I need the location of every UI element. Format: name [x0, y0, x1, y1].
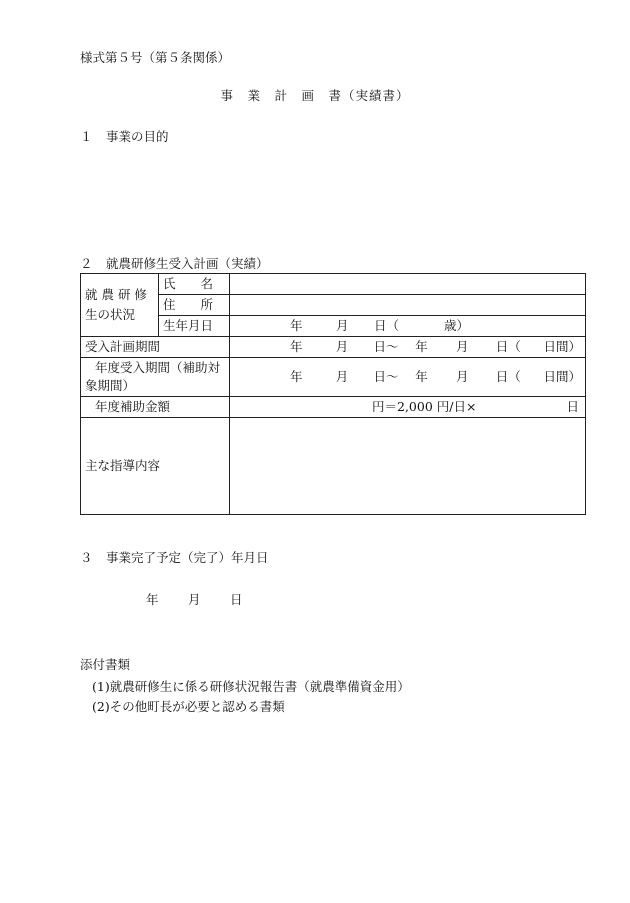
plan-end-month: 月 — [456, 339, 469, 354]
table-row — [81, 418, 586, 515]
attachment-item-2: (2)その他町長が必要と認める書類 — [92, 699, 285, 714]
fiscal-end-year: 年 — [415, 369, 428, 384]
plan-end-day: 日（ — [495, 339, 521, 354]
fiscal-end-month: 月 — [456, 369, 469, 384]
name-label: 氏 名 — [159, 274, 230, 295]
fiscal-start-day: 日〜 — [373, 369, 399, 384]
table-row — [81, 397, 586, 418]
section-2-title: 就農研修生受入計画（実績） — [106, 256, 269, 271]
form-number: 様式第５号（第５条関係） — [80, 50, 231, 65]
completion-month: 月 — [188, 592, 201, 607]
attachment-item-1: (1)就農研修生に係る研修状況報告書（就農準備資金用） — [92, 679, 410, 694]
fiscal-days: 日間） — [543, 369, 582, 384]
section-3-number: ３ — [80, 550, 93, 565]
section-2-number: ２ — [80, 256, 93, 271]
birth-age: 歳） — [444, 318, 470, 333]
subsidy-field[interactable] — [230, 397, 586, 418]
plan-end-year: 年 — [415, 339, 428, 354]
guidance-label: 主な指導内容 — [81, 418, 230, 515]
plan-start-year: 年 — [290, 339, 303, 354]
plan-start-month: 月 — [335, 339, 349, 354]
plan-start-day: 日〜 — [373, 339, 399, 354]
plan-period-label: 受入計画期間 — [81, 337, 230, 358]
document-title: 事 業 計 画 書（実績書） — [220, 88, 410, 103]
fiscal-start-month: 月 — [335, 369, 349, 384]
completion-day: 日 — [230, 592, 243, 607]
completion-year: 年 — [146, 592, 159, 607]
subsidy-label: 年度補助金額 — [81, 397, 230, 418]
trainee-status-label: 就 農 研 修 生の状況 — [81, 274, 159, 337]
section-3-title: 事業完了予定（完了）年月日 — [106, 550, 269, 565]
birth-day: 日（ — [374, 318, 400, 333]
birth-field[interactable] — [230, 316, 586, 337]
address-field[interactable] — [230, 295, 586, 316]
subsidy-formula: 円＝2,000 円/日× — [372, 399, 477, 414]
fiscal-end-day: 日（ — [495, 369, 521, 384]
table-row — [81, 337, 586, 358]
birth-label: 生年月日 — [159, 316, 230, 337]
section-1-number: １ — [80, 129, 93, 144]
table-row — [81, 358, 586, 397]
trainee-plan-table — [80, 273, 586, 515]
subsidy-days: 日 — [566, 399, 579, 414]
fiscal-period-field[interactable] — [230, 358, 586, 397]
fiscal-period-label-text: 年度受入期間（補助対象期間） — [85, 360, 221, 393]
birth-year: 年 — [290, 318, 303, 333]
section-1-title: 事業の目的 — [106, 129, 169, 144]
section-2-heading — [80, 254, 269, 272]
attachments-title: 添付書類 — [80, 657, 131, 672]
birth-month: 月 — [336, 318, 349, 333]
section-1-heading — [80, 127, 169, 145]
completion-date[interactable] — [146, 590, 243, 608]
plan-days: 日間） — [543, 339, 582, 354]
guidance-field[interactable] — [230, 418, 586, 515]
address-label: 住 所 — [159, 295, 230, 316]
name-field[interactable] — [230, 274, 586, 295]
fiscal-start-year: 年 — [290, 369, 303, 384]
section-3-heading — [80, 548, 269, 566]
fiscal-period-label — [81, 358, 230, 397]
table-row — [81, 274, 586, 295]
plan-period-field[interactable] — [230, 337, 586, 358]
